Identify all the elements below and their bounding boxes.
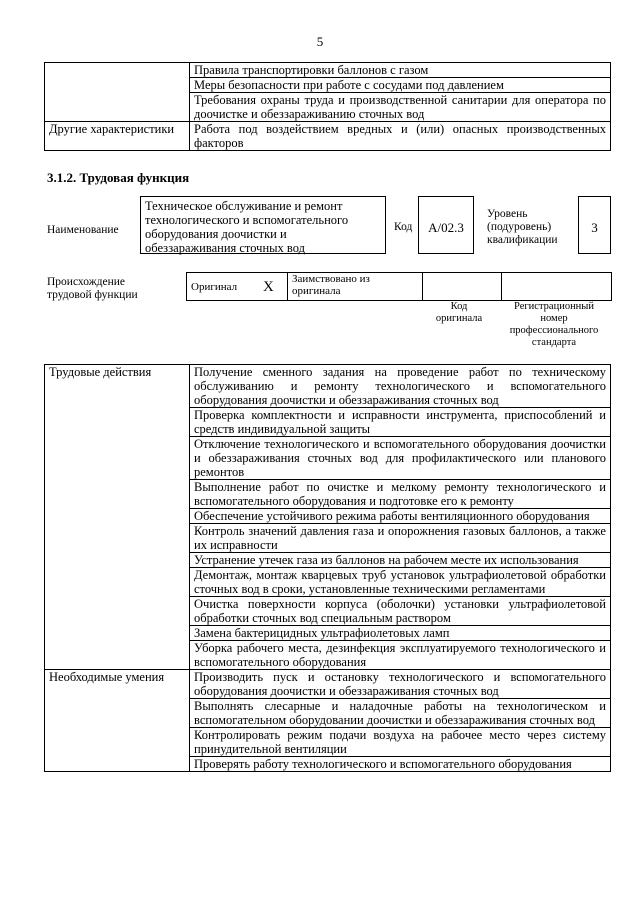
table-row (45, 63, 611, 78)
table-row (45, 365, 611, 408)
list-item: Очистка поверхности корпуса (оболочки) установки ультрафиолетовой обработки сточных вод специальным раствором (190, 597, 611, 626)
code-value-box: А/02.3 (418, 196, 474, 254)
function-name-box: Техническое обслуживание и ремонт технологического и вспомогательного оборудования доочистки и обеззараживания сточных вод (140, 196, 386, 254)
code-original-caption: Код оригинала (435, 301, 483, 324)
list-item: Выполнять слесарные и наладочные работы на технологическом и вспомогательном оборудовании доочистки и обеззараживания сточных вод (190, 699, 611, 728)
table-row (45, 670, 611, 699)
name-label: Наименование (47, 224, 119, 236)
list-item: Уборка рабочего места, дезинфекция эксплуатируемого технологического и вспомогательного оборудования (190, 641, 611, 670)
table-cell: Правила транспортировки баллонов с газом (190, 63, 611, 78)
list-item: Выполнение работ по очистке и мелкому ремонту технологического и вспомогательного оборудования и подготовке его к ремонту (190, 480, 611, 509)
level-value-box: 3 (578, 196, 611, 254)
top-table (44, 62, 611, 151)
table-cell: Требования охраны труда и производственной санитарии для оператора по доочистке и обеззараживанию сточных вод (190, 93, 611, 122)
original-mark: X (259, 273, 288, 301)
original-label: Оригинал (187, 273, 260, 301)
table-cell: Меры безопасности при работе с сосудами под давлением (190, 78, 611, 93)
level-label: Уровень (подуровень) квалификации (487, 208, 558, 246)
row-label: Другие характеристики (45, 122, 190, 151)
list-item: Отключение технологического и вспомогательного оборудования доочистки и обеззараживания сточных вод для профилактического или планового ремонтов (190, 437, 611, 480)
list-item: Замена бактерицидных ультрафиолетовых ламп (190, 626, 611, 641)
list-item: Устранение утечек газа из баллонов на рабочем месте их использования (190, 553, 611, 568)
list-item: Проверять работу технологического и вспомогательного оборудования (190, 757, 611, 772)
code-label: Код (394, 221, 413, 233)
page-number: 5 (316, 34, 324, 49)
section-title: 3.1.2. Трудовая функция (47, 170, 190, 185)
borrowed-label: Заимствовано из оригинала (288, 273, 423, 301)
list-item: Получение сменного задания на проведение работ по техническому обслуживанию и ремонту технологического и вспомогательного оборудования доочистки и обеззараживания сточных вод (190, 365, 611, 408)
table-cell: Работа под воздействием вредных и (или) опасных производственных факторов (190, 122, 611, 151)
reg-number-caption: Регистрационный номер профессионального стандарта (509, 301, 599, 348)
list-item: Контролировать режим подачи воздуха на рабочее место через систему принудительной вентиляции (190, 728, 611, 757)
table-row (45, 122, 611, 151)
skills-label: Необходимые умения (45, 670, 190, 772)
origin-table (186, 272, 612, 301)
origin-label: Происхождение трудовой функции (47, 276, 138, 301)
list-item: Контроль значений давления газа и опорожнения газовых баллонов, а также их исправности (190, 524, 611, 553)
list-item: Обеспечение устойчивого режима работы вентиляционного оборудования (190, 509, 611, 524)
main-table (44, 364, 611, 772)
reg-number-cell (502, 273, 612, 301)
code-original-cell (423, 273, 502, 301)
labor-actions-label: Трудовые действия (45, 365, 190, 670)
list-item: Производить пуск и остановку технологического и вспомогательного оборудования доочистки и обеззараживания сточных вод (190, 670, 611, 699)
table-cell-empty (45, 63, 190, 122)
list-item: Демонтаж, монтаж кварцевых труб установок ультрафиолетовой обработки сточных вод в сроки, установленные техническими регламентами (190, 568, 611, 597)
list-item: Проверка комплектности и исправности инструмента, приспособлений и средств индивидуальной защиты (190, 408, 611, 437)
